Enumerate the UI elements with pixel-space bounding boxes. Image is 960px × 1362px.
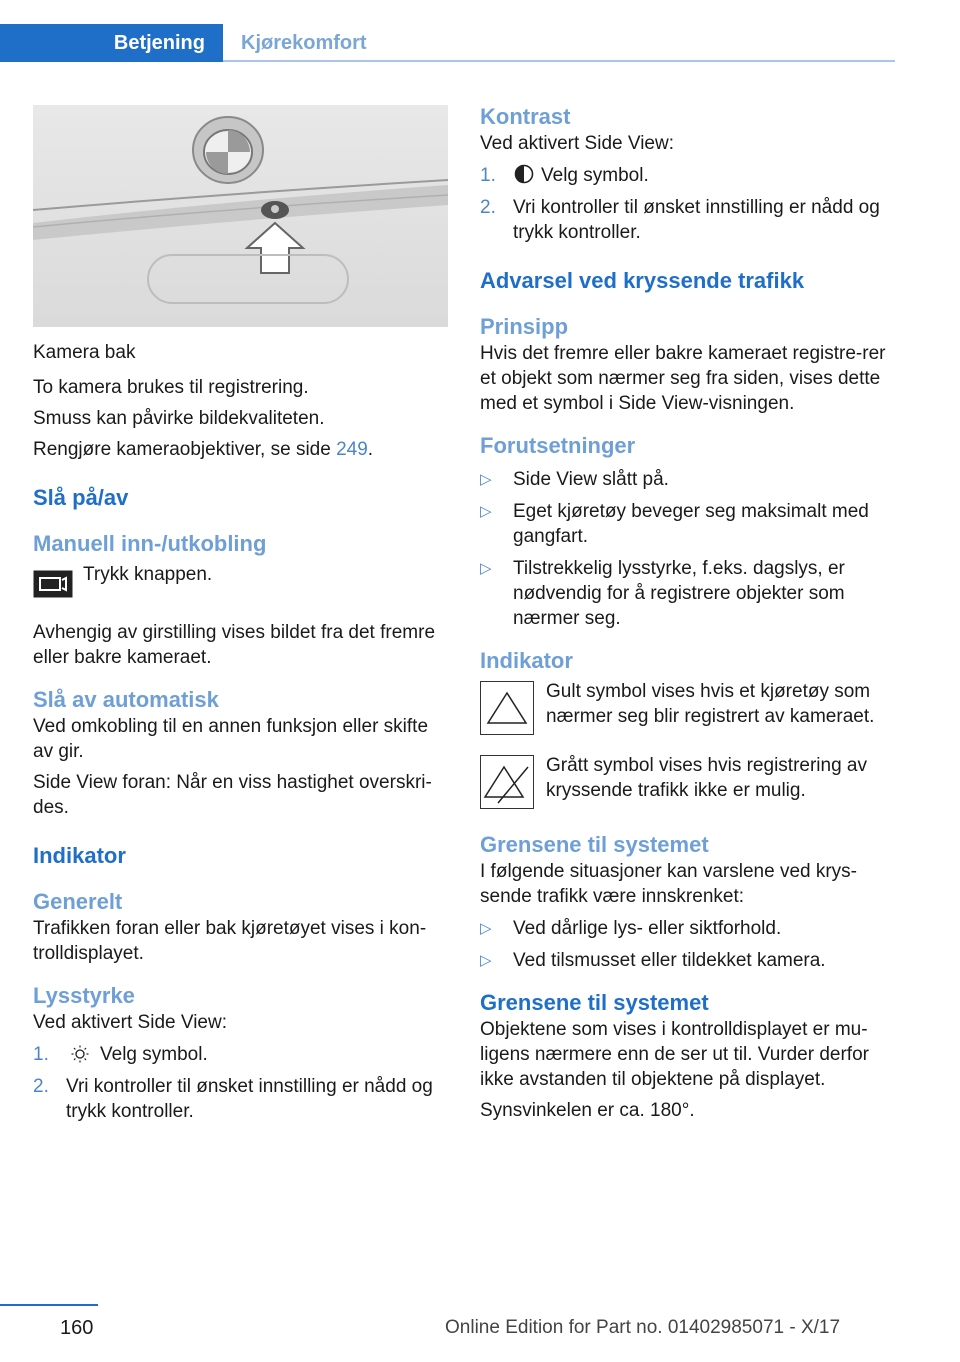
paragraph: Trafikken foran eller bak kjøretøyet vises i kon-trolldisplayet. — [33, 918, 427, 964]
triangle-bullet-icon: ▷ — [480, 920, 492, 937]
list-item-text: Tilstrekkelig lysstyrke, f.eks. dagslys, er nødvendig for å registrere objekter som nærmer seg. — [513, 558, 845, 629]
heading-principle: Prinsipp — [480, 314, 569, 339]
heading-limits: Grensene til systemet — [480, 832, 709, 857]
press-button-text: Trykk knappen. — [83, 564, 213, 585]
heading-indicator-right: Indikator — [480, 648, 573, 673]
heading-contrast: Kontrast — [480, 104, 571, 129]
contrast-icon — [513, 164, 535, 184]
heading-general: Generelt — [33, 889, 123, 914]
paragraph: To kamera brukes til registrering. — [33, 377, 309, 398]
paragraph: Ved omkobling til en annen funksjon eller skifte av gir. — [33, 716, 429, 762]
paragraph: I følgende situasjoner kan varslene ved krys-sende trafikk være innskrenket: — [480, 861, 858, 907]
tab-betjening-label: Betjening — [113, 31, 205, 54]
heading-on-off: Slå på/av — [33, 485, 129, 510]
requirements-list — [480, 467, 892, 631]
heading-limits-2: Grensene til systemet — [480, 990, 709, 1015]
triangle-bullet-icon: ▷ — [480, 471, 492, 488]
step-text: Vri kontroller til ønsket innstilling er nådd og trykk kontroller. — [513, 197, 880, 243]
grey-symbol-row — [480, 753, 892, 809]
tab-kjorekomfort-label: Kjørekomfort — [241, 31, 367, 54]
list-item-text: Eget kjøretøy beveger seg maksimalt med gangfart. — [513, 501, 869, 547]
limits-list — [480, 916, 892, 973]
triangle-bullet-icon: ▷ — [480, 503, 492, 520]
list-item — [480, 163, 892, 188]
warning-triangle-icon — [480, 681, 534, 735]
paragraph: Smuss kan påvirke bildekvaliteten. — [33, 408, 325, 429]
list-item-text: Ved tilsmusset eller tildekket kamera. — [513, 950, 826, 971]
heading-cross-traffic: Advarsel ved kryssende trafikk — [480, 268, 805, 293]
paragraph: Gult symbol vises hvis et kjøretøy som nærmer seg blir registrert av kameraet. — [546, 681, 875, 727]
rear-camera-photo — [33, 105, 448, 327]
step-text: Velg symbol. — [541, 165, 649, 186]
heading-brightness: Lysstyrke — [33, 983, 135, 1008]
paragraph: Ved aktivert Side View: — [480, 133, 674, 154]
press-button-row — [33, 562, 448, 598]
paragraph: Ved aktivert Side View: — [33, 1012, 227, 1033]
page-number: 160 — [60, 1317, 94, 1339]
footer-line — [0, 1304, 98, 1306]
list-item-text: Ved dårlige lys- eller siktforhold. — [513, 918, 782, 939]
right-column — [480, 100, 892, 1123]
step-number: 1. — [33, 1044, 49, 1065]
list-item — [480, 916, 892, 941]
yellow-symbol-row — [480, 679, 892, 735]
edition-text: Online Edition for Part no. 01402985071 - X/17 — [445, 1317, 841, 1338]
heading-indicator: Indikator — [33, 843, 126, 868]
list-item — [33, 1042, 448, 1067]
heading-manual: Manuell inn-/utkobling — [33, 531, 267, 556]
list-item-text: Side View slått på. — [513, 469, 669, 490]
brightness-steps — [33, 1042, 448, 1124]
photo-caption: Kamera bak — [33, 342, 136, 363]
paragraph: Avhengig av girstilling vises bildet fra det fremre eller bakre kameraet. — [33, 622, 436, 668]
list-item — [480, 499, 892, 549]
page-reference-link[interactable]: 249 — [336, 439, 368, 460]
paragraph: Grått symbol vises hvis registrering av kryssende trafikk ikke er mulig. — [546, 755, 867, 801]
paragraph-end: . — [367, 439, 374, 460]
tab-kjorekomfort[interactable] — [223, 24, 367, 62]
header-tabs — [0, 24, 895, 62]
list-item — [480, 467, 892, 492]
paragraph: Synsvinkelen er ca. 180°. — [480, 1100, 695, 1121]
triangle-bullet-icon: ▷ — [480, 952, 492, 969]
tab-underline — [223, 60, 895, 62]
heading-auto-off: Slå av automatisk — [33, 687, 219, 712]
list-item — [480, 948, 892, 973]
list-item — [480, 556, 892, 631]
paragraph: Objektene som vises i kontrolldisplayet er mu-ligens nærmere enn de ser ut til. Vurder derfor ikke avstanden til objektene på displayet. — [480, 1019, 869, 1090]
heading-requirements: Forutsetninger — [480, 433, 636, 458]
step-text: Velg symbol. — [100, 1044, 208, 1065]
camera-button-icon — [33, 570, 73, 598]
step-number: 1. — [480, 165, 496, 186]
contrast-steps — [480, 163, 892, 245]
step-text: Vri kontroller til ønsket innstilling er nådd og trykk kontroller. — [66, 1076, 433, 1122]
list-item — [480, 195, 892, 245]
paragraph: Side View foran: Når en viss hastighet overskri-des. — [33, 772, 432, 818]
triangle-bullet-icon: ▷ — [480, 560, 492, 577]
step-number: 2. — [480, 197, 496, 218]
paragraph-text: Rengjøre kameraobjektiver, se side — [33, 439, 337, 460]
list-item — [33, 1074, 448, 1124]
left-column — [33, 100, 448, 1124]
sun-icon — [66, 1045, 94, 1063]
step-number: 2. — [33, 1076, 49, 1097]
crossed-triangle-icon — [480, 755, 534, 809]
paragraph: Hvis det fremre eller bakre kameraet registre-rer et objekt som nærmer seg fra siden, vises dette med et symbol i Side View-visningen. — [480, 343, 886, 414]
tab-betjening[interactable] — [0, 24, 223, 62]
paragraph — [33, 437, 448, 462]
